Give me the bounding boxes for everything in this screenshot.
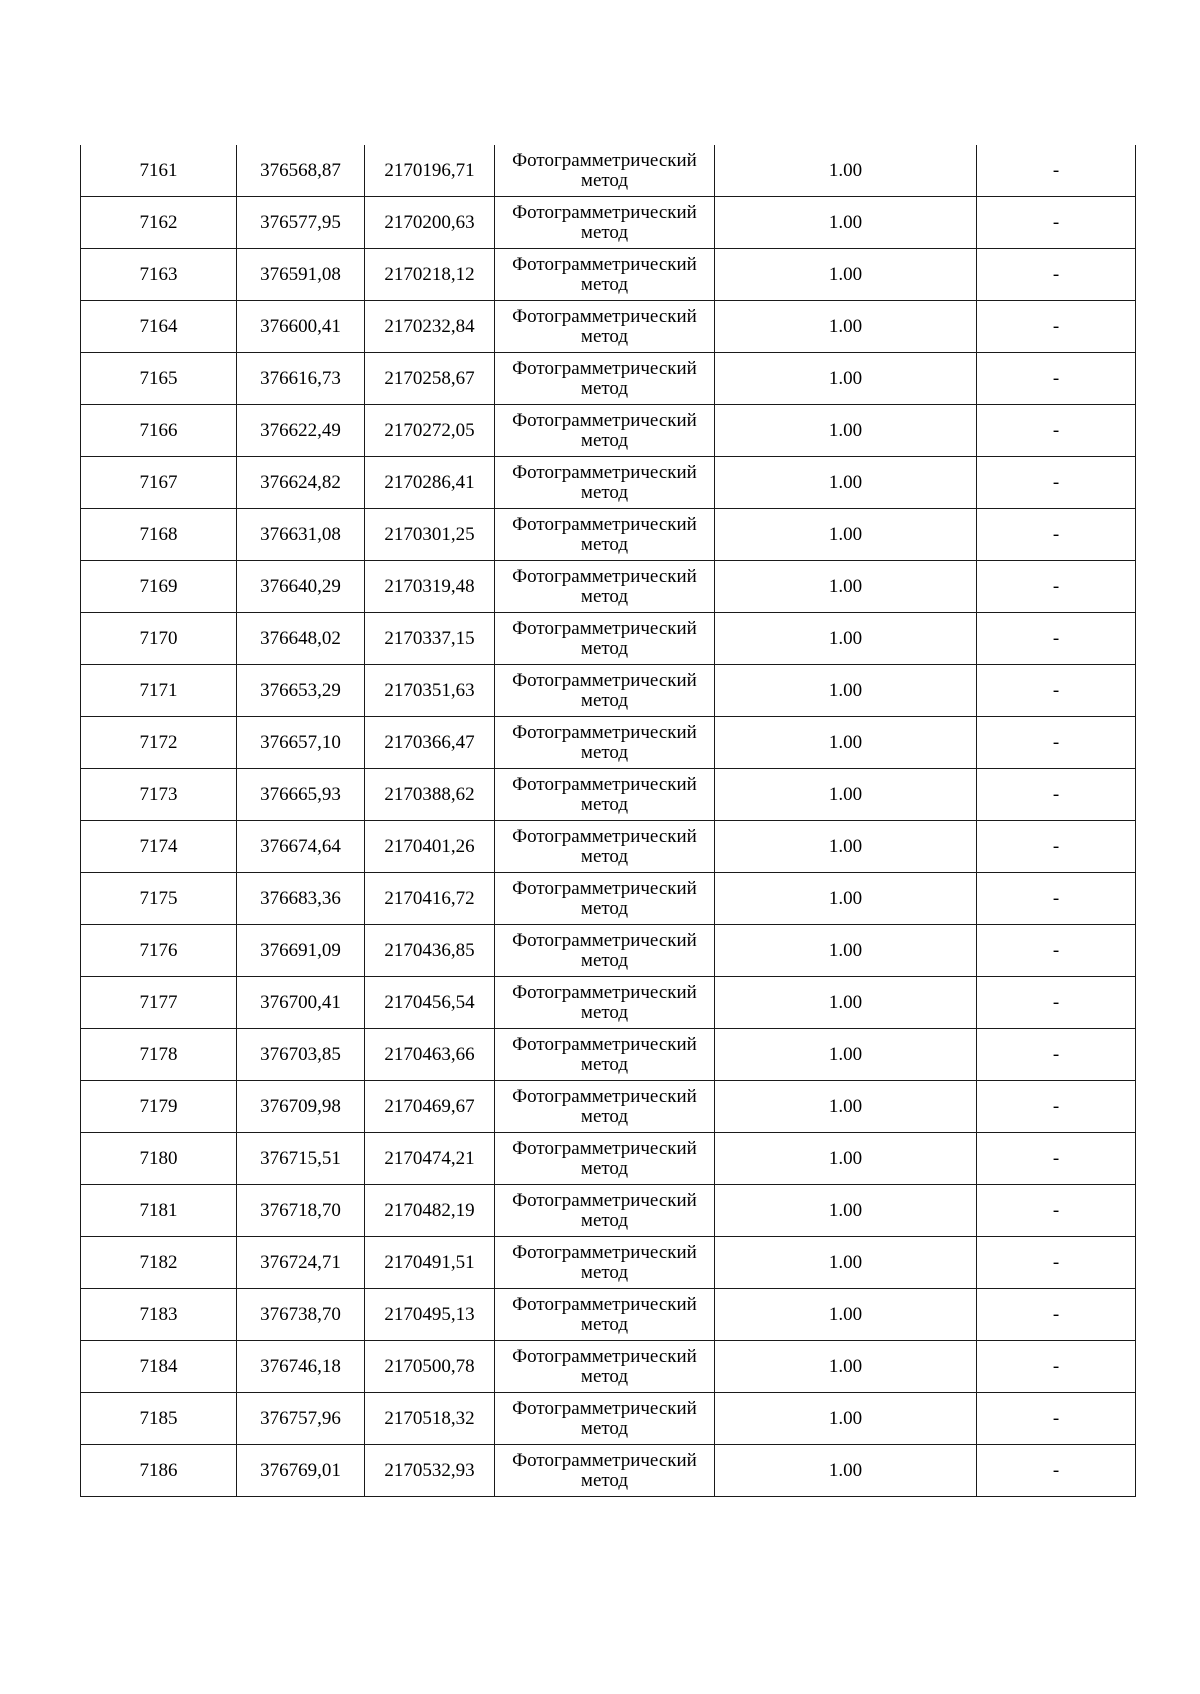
method-cell: [495, 665, 715, 717]
note-cell: -: [977, 301, 1136, 353]
table-row: [81, 353, 1136, 405]
point-number-cell: 7168: [81, 509, 237, 561]
y-coordinate-cell: 2170463,66: [365, 1029, 495, 1081]
note-cell: -: [977, 925, 1136, 977]
note-cell: -: [977, 873, 1136, 925]
note-cell: -: [977, 1445, 1136, 1497]
method-cell: [495, 1081, 715, 1133]
table-row: [81, 1133, 1136, 1185]
method-cell: [495, 1445, 715, 1497]
y-coordinate-cell: 2170218,12: [365, 249, 495, 301]
method-cell: [495, 457, 715, 509]
x-coordinate-cell: 376700,41: [237, 977, 365, 1029]
method-cell: [495, 1133, 715, 1185]
method-line-2: метод: [580, 1157, 629, 1179]
method-cell: [495, 1185, 715, 1237]
table-row: [81, 1237, 1136, 1289]
method-cell: [495, 301, 715, 353]
method-line-1: Фотограмметрический: [512, 1241, 697, 1263]
point-number-cell: 7179: [81, 1081, 237, 1133]
note-cell: -: [977, 1237, 1136, 1289]
note-cell: -: [977, 197, 1136, 249]
y-coordinate-cell: 2170351,63: [365, 665, 495, 717]
x-coordinate-cell: 376703,85: [237, 1029, 365, 1081]
table-row: [81, 769, 1136, 821]
method-cell: [495, 1393, 715, 1445]
table-row: [81, 821, 1136, 873]
note-cell: -: [977, 1029, 1136, 1081]
point-number-cell: 7175: [81, 873, 237, 925]
method-line-1: Фотограмметрический: [512, 877, 697, 899]
y-coordinate-cell: 2170388,62: [365, 769, 495, 821]
table-row: [81, 873, 1136, 925]
point-number-cell: 7180: [81, 1133, 237, 1185]
accuracy-cell: 1.00: [715, 1029, 977, 1081]
x-coordinate-cell: 376674,64: [237, 821, 365, 873]
method-line-2: метод: [580, 273, 629, 295]
method-line-2: метод: [580, 585, 629, 607]
method-cell: [495, 1029, 715, 1081]
method-line-2: метод: [580, 325, 629, 347]
method-line-1: Фотограмметрический: [512, 357, 697, 379]
note-cell: -: [977, 977, 1136, 1029]
note-cell: -: [977, 1081, 1136, 1133]
point-number-cell: 7178: [81, 1029, 237, 1081]
y-coordinate-cell: 2170491,51: [365, 1237, 495, 1289]
x-coordinate-cell: 376591,08: [237, 249, 365, 301]
method-line-1: Фотограмметрический: [512, 305, 697, 327]
point-number-cell: 7173: [81, 769, 237, 821]
table-row: [81, 1081, 1136, 1133]
x-coordinate-cell: 376568,87: [237, 145, 365, 197]
x-coordinate-cell: 376648,02: [237, 613, 365, 665]
accuracy-cell: 1.00: [715, 249, 977, 301]
method-line-2: метод: [580, 1053, 629, 1075]
x-coordinate-cell: 376738,70: [237, 1289, 365, 1341]
table-row: [81, 1289, 1136, 1341]
point-number-cell: 7184: [81, 1341, 237, 1393]
method-line-1: Фотограмметрический: [512, 1397, 697, 1419]
y-coordinate-cell: 2170469,67: [365, 1081, 495, 1133]
y-coordinate-cell: 2170200,63: [365, 197, 495, 249]
method-line-2: метод: [580, 1313, 629, 1335]
y-coordinate-cell: 2170401,26: [365, 821, 495, 873]
accuracy-cell: 1.00: [715, 665, 977, 717]
x-coordinate-cell: 376665,93: [237, 769, 365, 821]
x-coordinate-cell: 376691,09: [237, 925, 365, 977]
y-coordinate-cell: 2170366,47: [365, 717, 495, 769]
accuracy-cell: 1.00: [715, 197, 977, 249]
method-line-1: Фотограмметрический: [512, 617, 697, 639]
method-line-2: метод: [580, 793, 629, 815]
note-cell: -: [977, 561, 1136, 613]
x-coordinate-cell: 376640,29: [237, 561, 365, 613]
x-coordinate-cell: 376769,01: [237, 1445, 365, 1497]
note-cell: -: [977, 353, 1136, 405]
accuracy-cell: 1.00: [715, 769, 977, 821]
point-number-cell: 7170: [81, 613, 237, 665]
table-row: [81, 1185, 1136, 1237]
method-line-2: метод: [580, 637, 629, 659]
method-line-2: метод: [580, 1365, 629, 1387]
table-row: [81, 1445, 1136, 1497]
x-coordinate-cell: 376577,95: [237, 197, 365, 249]
point-number-cell: 7182: [81, 1237, 237, 1289]
x-coordinate-cell: 376600,41: [237, 301, 365, 353]
accuracy-cell: 1.00: [715, 145, 977, 197]
table-row: [81, 717, 1136, 769]
method-line-2: метод: [580, 949, 629, 971]
table-row: [81, 509, 1136, 561]
note-cell: -: [977, 457, 1136, 509]
accuracy-cell: 1.00: [715, 1133, 977, 1185]
point-number-cell: 7177: [81, 977, 237, 1029]
method-cell: [495, 769, 715, 821]
note-cell: -: [977, 1341, 1136, 1393]
y-coordinate-cell: 2170474,21: [365, 1133, 495, 1185]
method-cell: [495, 509, 715, 561]
table-row: [81, 1029, 1136, 1081]
method-cell: [495, 1237, 715, 1289]
y-coordinate-cell: 2170482,19: [365, 1185, 495, 1237]
method-line-2: метод: [580, 689, 629, 711]
x-coordinate-cell: 376631,08: [237, 509, 365, 561]
x-coordinate-cell: 376622,49: [237, 405, 365, 457]
point-number-cell: 7167: [81, 457, 237, 509]
accuracy-cell: 1.00: [715, 457, 977, 509]
method-line-1: Фотограмметрический: [512, 1033, 697, 1055]
table-row: [81, 977, 1136, 1029]
table-row: [81, 197, 1136, 249]
y-coordinate-cell: 2170337,15: [365, 613, 495, 665]
method-line-1: Фотограмметрический: [512, 409, 697, 431]
coordinates-table-body: [81, 145, 1136, 1497]
table-row: [81, 457, 1136, 509]
y-coordinate-cell: 2170456,54: [365, 977, 495, 1029]
accuracy-cell: 1.00: [715, 821, 977, 873]
method-line-1: Фотограмметрический: [512, 201, 697, 223]
accuracy-cell: 1.00: [715, 977, 977, 1029]
accuracy-cell: 1.00: [715, 353, 977, 405]
method-cell: [495, 561, 715, 613]
x-coordinate-cell: 376718,70: [237, 1185, 365, 1237]
method-line-2: метод: [580, 1001, 629, 1023]
method-line-1: Фотограмметрический: [512, 929, 697, 951]
point-number-cell: 7172: [81, 717, 237, 769]
method-line-2: метод: [580, 1261, 629, 1283]
method-line-1: Фотограмметрический: [512, 1449, 697, 1471]
method-line-2: метод: [580, 221, 629, 243]
accuracy-cell: 1.00: [715, 561, 977, 613]
method-cell: [495, 925, 715, 977]
note-cell: -: [977, 509, 1136, 561]
point-number-cell: 7166: [81, 405, 237, 457]
accuracy-cell: 1.00: [715, 1237, 977, 1289]
x-coordinate-cell: 376653,29: [237, 665, 365, 717]
accuracy-cell: 1.00: [715, 1341, 977, 1393]
point-number-cell: 7176: [81, 925, 237, 977]
point-number-cell: 7161: [81, 145, 237, 197]
table-row: [81, 145, 1136, 197]
method-line-2: метод: [580, 169, 629, 191]
method-line-1: Фотограмметрический: [512, 773, 697, 795]
method-line-2: метод: [580, 377, 629, 399]
accuracy-cell: 1.00: [715, 1289, 977, 1341]
x-coordinate-cell: 376709,98: [237, 1081, 365, 1133]
method-cell: [495, 1341, 715, 1393]
point-number-cell: 7165: [81, 353, 237, 405]
point-number-cell: 7163: [81, 249, 237, 301]
point-number-cell: 7174: [81, 821, 237, 873]
method-line-1: Фотограмметрический: [512, 981, 697, 1003]
method-line-2: метод: [580, 1105, 629, 1127]
y-coordinate-cell: 2170232,84: [365, 301, 495, 353]
method-line-1: Фотограмметрический: [512, 721, 697, 743]
accuracy-cell: 1.00: [715, 405, 977, 457]
note-cell: -: [977, 821, 1136, 873]
method-line-1: Фотограмметрический: [512, 461, 697, 483]
method-line-2: метод: [580, 481, 629, 503]
method-cell: [495, 977, 715, 1029]
table-row: [81, 613, 1136, 665]
method-cell: [495, 145, 715, 197]
method-cell: [495, 873, 715, 925]
note-cell: -: [977, 1393, 1136, 1445]
point-number-cell: 7162: [81, 197, 237, 249]
method-cell: [495, 405, 715, 457]
x-coordinate-cell: 376715,51: [237, 1133, 365, 1185]
accuracy-cell: 1.00: [715, 1445, 977, 1497]
method-cell: [495, 197, 715, 249]
note-cell: -: [977, 1133, 1136, 1185]
point-number-cell: 7164: [81, 301, 237, 353]
method-cell: [495, 1289, 715, 1341]
table-row: [81, 925, 1136, 977]
x-coordinate-cell: 376746,18: [237, 1341, 365, 1393]
coordinates-table: [80, 145, 1136, 1497]
x-coordinate-cell: 376616,73: [237, 353, 365, 405]
y-coordinate-cell: 2170272,05: [365, 405, 495, 457]
table-row: [81, 561, 1136, 613]
method-line-2: метод: [580, 1417, 629, 1439]
accuracy-cell: 1.00: [715, 509, 977, 561]
y-coordinate-cell: 2170518,32: [365, 1393, 495, 1445]
method-line-1: Фотограмметрический: [512, 565, 697, 587]
y-coordinate-cell: 2170500,78: [365, 1341, 495, 1393]
table-row: [81, 1393, 1136, 1445]
y-coordinate-cell: 2170196,71: [365, 145, 495, 197]
accuracy-cell: 1.00: [715, 1185, 977, 1237]
method-line-2: метод: [580, 741, 629, 763]
y-coordinate-cell: 2170532,93: [365, 1445, 495, 1497]
y-coordinate-cell: 2170319,48: [365, 561, 495, 613]
point-number-cell: 7186: [81, 1445, 237, 1497]
method-line-1: Фотограмметрический: [512, 149, 697, 171]
method-cell: [495, 613, 715, 665]
accuracy-cell: 1.00: [715, 1081, 977, 1133]
y-coordinate-cell: 2170436,85: [365, 925, 495, 977]
method-line-2: метод: [580, 845, 629, 867]
accuracy-cell: 1.00: [715, 873, 977, 925]
note-cell: -: [977, 145, 1136, 197]
method-line-2: метод: [580, 429, 629, 451]
table-row: [81, 1341, 1136, 1393]
note-cell: -: [977, 665, 1136, 717]
method-line-2: метод: [580, 533, 629, 555]
y-coordinate-cell: 2170286,41: [365, 457, 495, 509]
method-line-1: Фотограмметрический: [512, 1085, 697, 1107]
method-line-1: Фотограмметрический: [512, 1293, 697, 1315]
y-coordinate-cell: 2170301,25: [365, 509, 495, 561]
accuracy-cell: 1.00: [715, 301, 977, 353]
note-cell: -: [977, 717, 1136, 769]
y-coordinate-cell: 2170416,72: [365, 873, 495, 925]
table-row: [81, 405, 1136, 457]
x-coordinate-cell: 376757,96: [237, 1393, 365, 1445]
accuracy-cell: 1.00: [715, 613, 977, 665]
method-cell: [495, 249, 715, 301]
y-coordinate-cell: 2170495,13: [365, 1289, 495, 1341]
table-row: [81, 301, 1136, 353]
method-line-2: метод: [580, 1469, 629, 1491]
table-row: [81, 249, 1136, 301]
x-coordinate-cell: 376657,10: [237, 717, 365, 769]
method-line-1: Фотограмметрический: [512, 513, 697, 535]
y-coordinate-cell: 2170258,67: [365, 353, 495, 405]
method-line-2: метод: [580, 897, 629, 919]
x-coordinate-cell: 376724,71: [237, 1237, 365, 1289]
x-coordinate-cell: 376624,82: [237, 457, 365, 509]
note-cell: -: [977, 1185, 1136, 1237]
note-cell: -: [977, 249, 1136, 301]
method-line-1: Фотограмметрический: [512, 825, 697, 847]
note-cell: -: [977, 613, 1136, 665]
point-number-cell: 7181: [81, 1185, 237, 1237]
point-number-cell: 7183: [81, 1289, 237, 1341]
point-number-cell: 7169: [81, 561, 237, 613]
method-line-1: Фотограмметрический: [512, 1345, 697, 1367]
table-row: [81, 665, 1136, 717]
note-cell: -: [977, 405, 1136, 457]
accuracy-cell: 1.00: [715, 925, 977, 977]
method-line-1: Фотограмметрический: [512, 1189, 697, 1211]
point-number-cell: 7171: [81, 665, 237, 717]
method-line-1: Фотограмметрический: [512, 669, 697, 691]
method-cell: [495, 717, 715, 769]
method-line-2: метод: [580, 1209, 629, 1231]
note-cell: -: [977, 1289, 1136, 1341]
accuracy-cell: 1.00: [715, 717, 977, 769]
note-cell: -: [977, 769, 1136, 821]
point-number-cell: 7185: [81, 1393, 237, 1445]
x-coordinate-cell: 376683,36: [237, 873, 365, 925]
accuracy-cell: 1.00: [715, 1393, 977, 1445]
method-line-1: Фотограмметрический: [512, 1137, 697, 1159]
method-line-1: Фотограмметрический: [512, 253, 697, 275]
method-cell: [495, 821, 715, 873]
method-cell: [495, 353, 715, 405]
